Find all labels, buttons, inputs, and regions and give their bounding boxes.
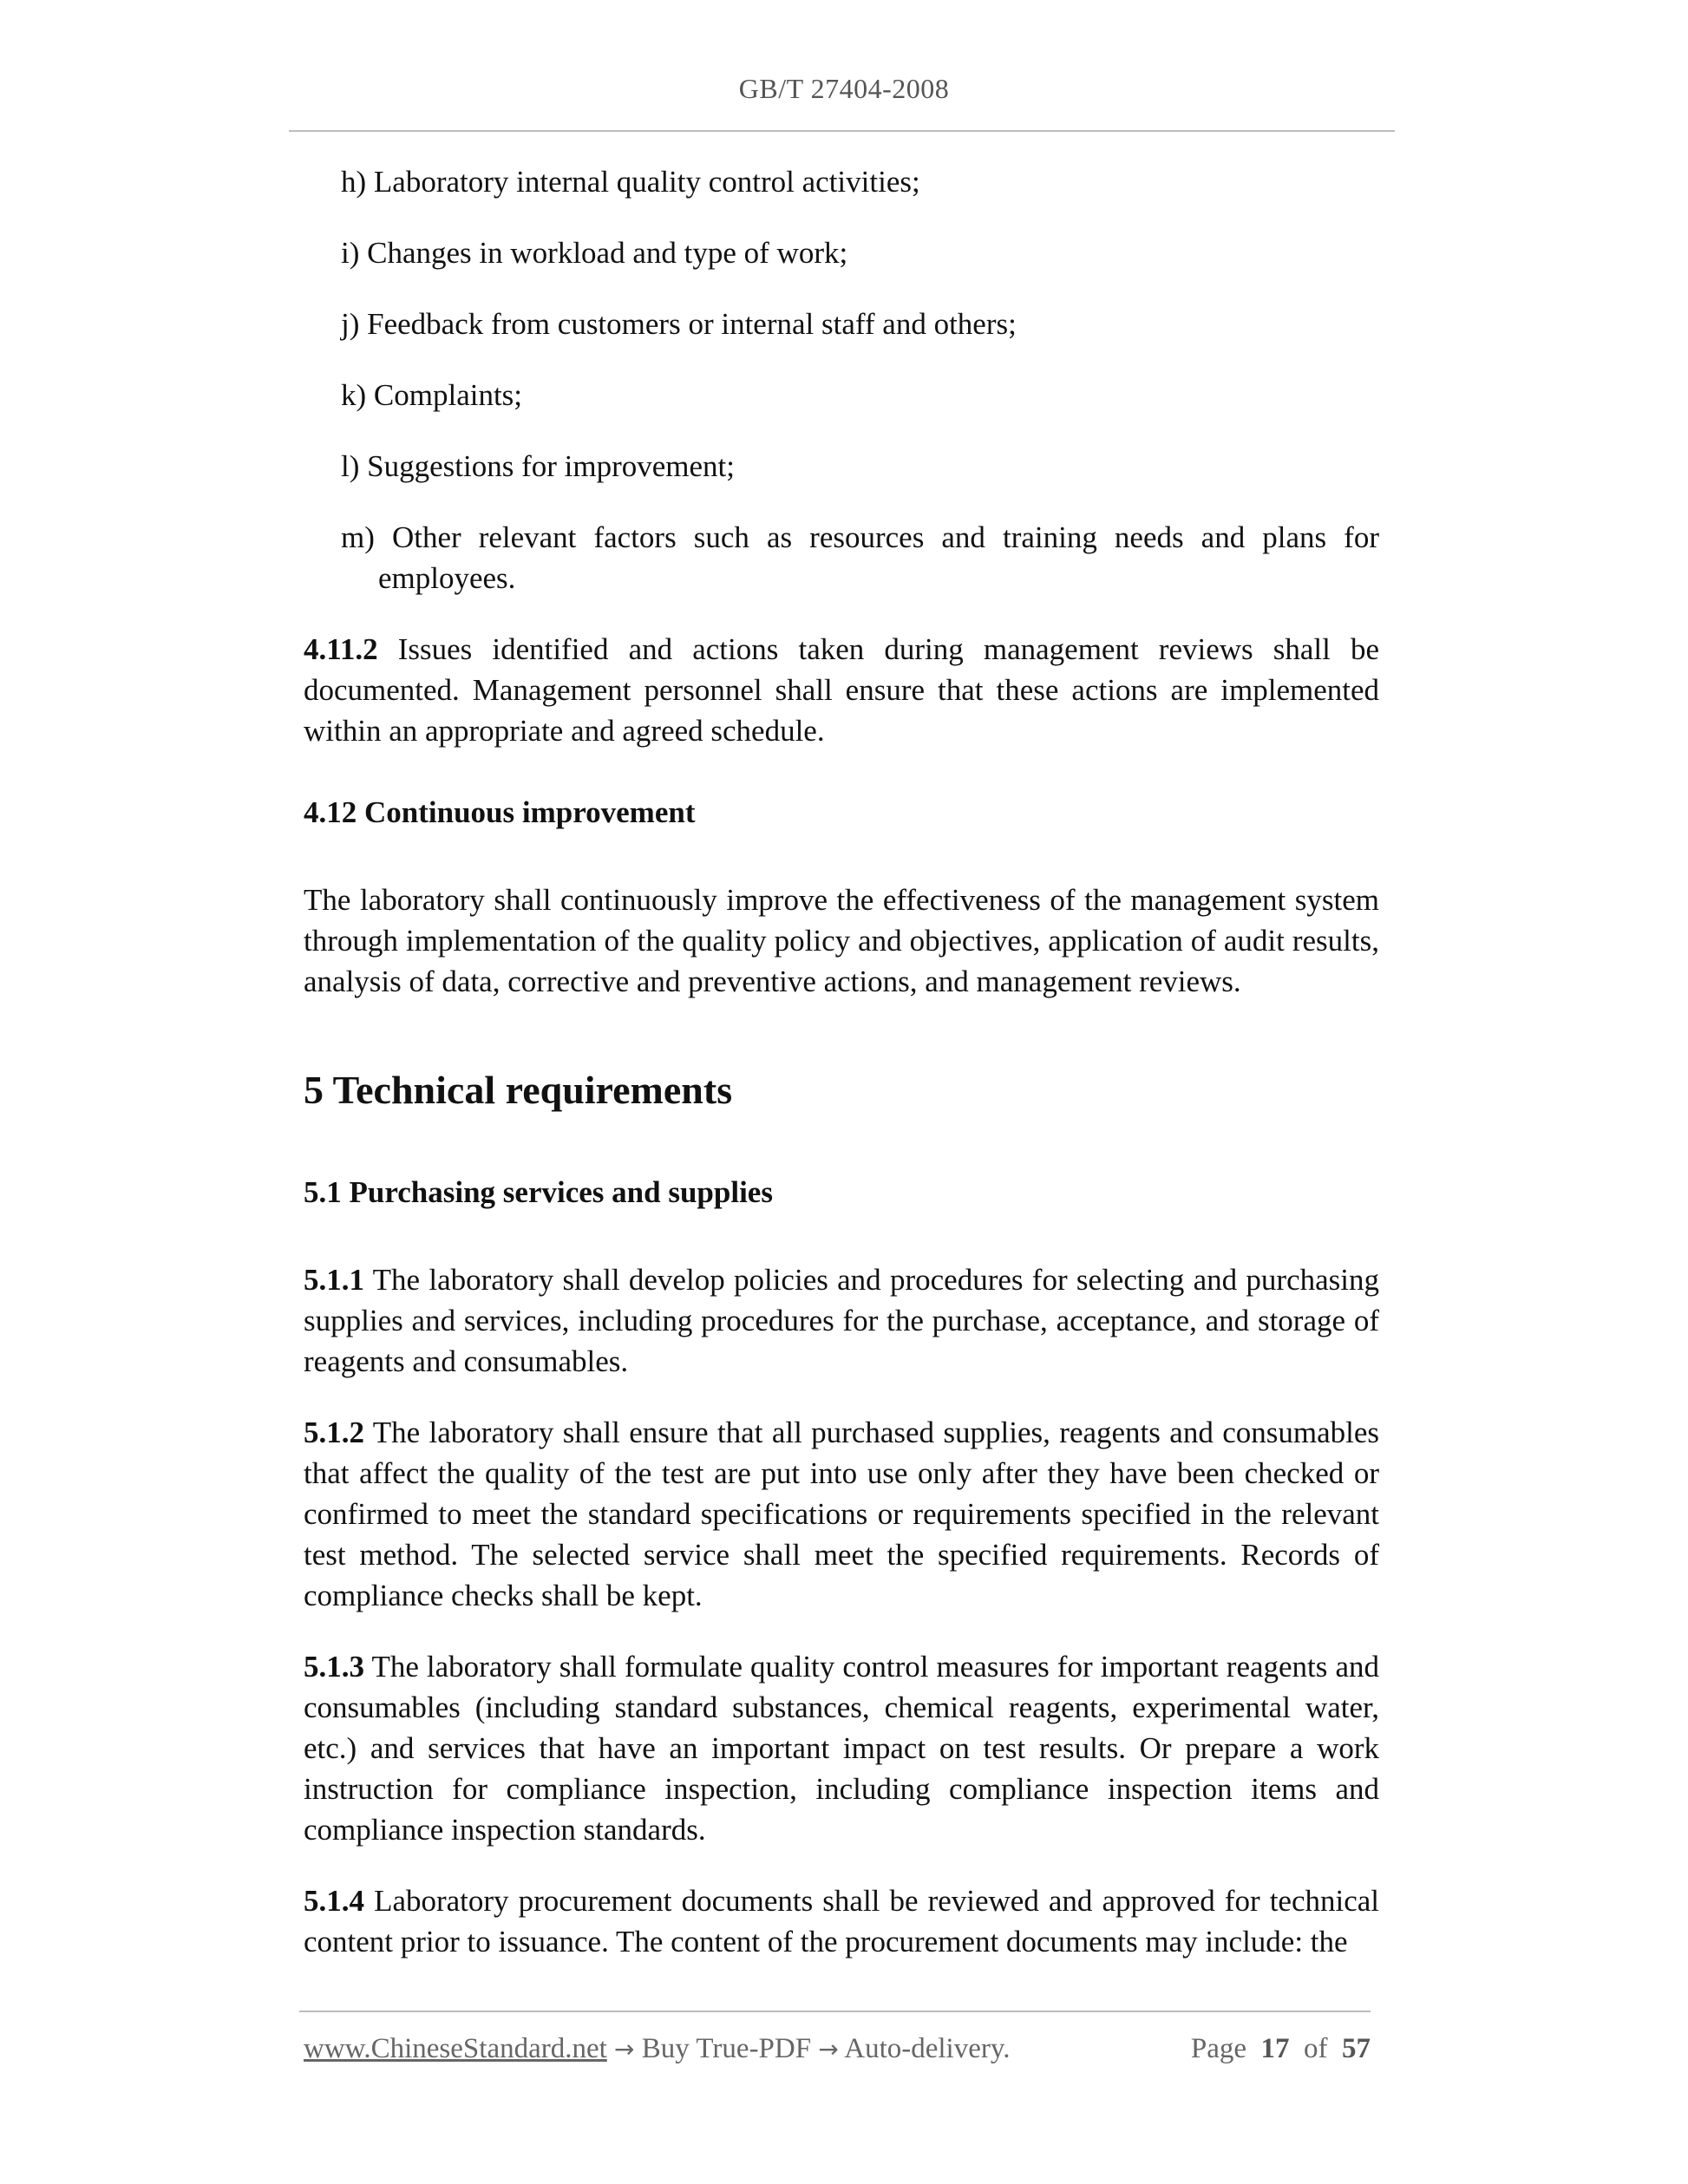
list-item-label: j) bbox=[341, 307, 360, 341]
list-item-label: m) bbox=[341, 520, 375, 554]
clause-text: Laboratory procurement documents shall be reviewed and approved for technical content prior to issuance. The content of the procurement documents may include: the bbox=[304, 1884, 1380, 1958]
section-heading-4-12: 4.12 Continuous improvement bbox=[304, 795, 696, 829]
page-number: 17 bbox=[1260, 2033, 1290, 2064]
list-item bbox=[341, 517, 1379, 598]
list-item-label: k) bbox=[341, 378, 367, 412]
list-item bbox=[341, 446, 1379, 487]
clause-text: The laboratory shall ensure that all purchased supplies, reagents and consumables that affect the quality of the test are put into use only after they have been checked or confirmed to meet the standard specifications or requirements specified in the relevant test method. The selected service shall meet the specified requirements. Records of compliance checks shall be kept. bbox=[304, 1416, 1379, 1612]
arrow-right-icon: → bbox=[818, 2035, 839, 2063]
total-pages: 57 bbox=[1342, 2033, 1371, 2064]
clause-number: 5.1.2 bbox=[304, 1416, 364, 1449]
page-label: Page bbox=[1190, 2033, 1246, 2064]
clause-5-1-4 bbox=[304, 1880, 1379, 1962]
arrow-right-icon: → bbox=[614, 2035, 635, 2063]
list-item-text: Laboratory internal quality control activities; bbox=[373, 165, 920, 199]
clause-text: Issues identified and actions taken during management reviews shall be documented. Management personnel shall ensure that these actions are implemented within an appropriate and agreed schedule. bbox=[304, 632, 1379, 748]
of-label: of bbox=[1304, 2033, 1328, 2064]
clause-5-1-2 bbox=[304, 1412, 1379, 1616]
page-header-title: GB/T 27404-2008 bbox=[738, 73, 950, 104]
list-item bbox=[341, 161, 1379, 202]
clause-number: 5.1.3 bbox=[304, 1650, 364, 1684]
clause-number: 5.1.1 bbox=[304, 1263, 364, 1297]
list-item-text: Feedback from customers or internal staff and others; bbox=[367, 307, 1017, 341]
list-item-text: Changes in workload and type of work; bbox=[367, 236, 848, 270]
auto-delivery-text: Auto-delivery. bbox=[844, 2033, 1011, 2064]
website-link[interactable]: www.ChineseStandard.net bbox=[304, 2033, 607, 2064]
list-item bbox=[341, 304, 1379, 344]
header-divider bbox=[289, 130, 1395, 132]
section-heading-5-1: 5.1 Purchasing services and supplies bbox=[304, 1175, 773, 1209]
clause-number: 5.1.4 bbox=[304, 1884, 364, 1918]
list-item-label: h) bbox=[341, 165, 367, 199]
clause-5-1-3 bbox=[304, 1646, 1379, 1850]
footer-promo bbox=[304, 2033, 1010, 2065]
clause-number: 4.11.2 bbox=[304, 632, 378, 666]
list-item bbox=[341, 375, 1379, 415]
page-footer bbox=[304, 2033, 1371, 2065]
chapter-heading-5: 5 Technical requirements bbox=[304, 1068, 733, 1112]
document-body bbox=[304, 161, 1379, 1992]
section-4-12-text: The laboratory shall continuously improve the effectiveness of the management system through implementation of the quality policy and objectives, application of audit results, analysis of data, corrective and preventive actions, and management reviews. bbox=[304, 883, 1379, 998]
clause-5-1-1 bbox=[304, 1259, 1379, 1382]
clause-text: The laboratory shall develop policies and procedures for selecting and purchasing supplies and services, including procedures for the purchase, acceptance, and storage of reagents and consumables. bbox=[304, 1263, 1379, 1378]
list-item bbox=[341, 232, 1379, 273]
footer-divider bbox=[299, 2011, 1371, 2012]
list-item-text: Suggestions for improvement; bbox=[367, 449, 735, 483]
clause-text: The laboratory shall formulate quality control measures for important reagents and consumables (including standard substances, chemical reagents, experimental water, etc.) and services that have an important impact on test results. Or prepare a work instruction for compliance inspection, including compliance inspection items and compliance inspection standards. bbox=[304, 1650, 1379, 1847]
list-item-text: Complaints; bbox=[373, 378, 523, 412]
page-indicator bbox=[1191, 2033, 1371, 2065]
list-item-label: l) bbox=[341, 449, 360, 483]
clause-4-11-2 bbox=[304, 629, 1379, 751]
buy-true-pdf-text: Buy True-PDF bbox=[641, 2033, 812, 2064]
list-item-text: Other relevant factors such as resources and training needs and plans for employees. bbox=[378, 520, 1379, 595]
list-item-label: i) bbox=[341, 236, 360, 270]
